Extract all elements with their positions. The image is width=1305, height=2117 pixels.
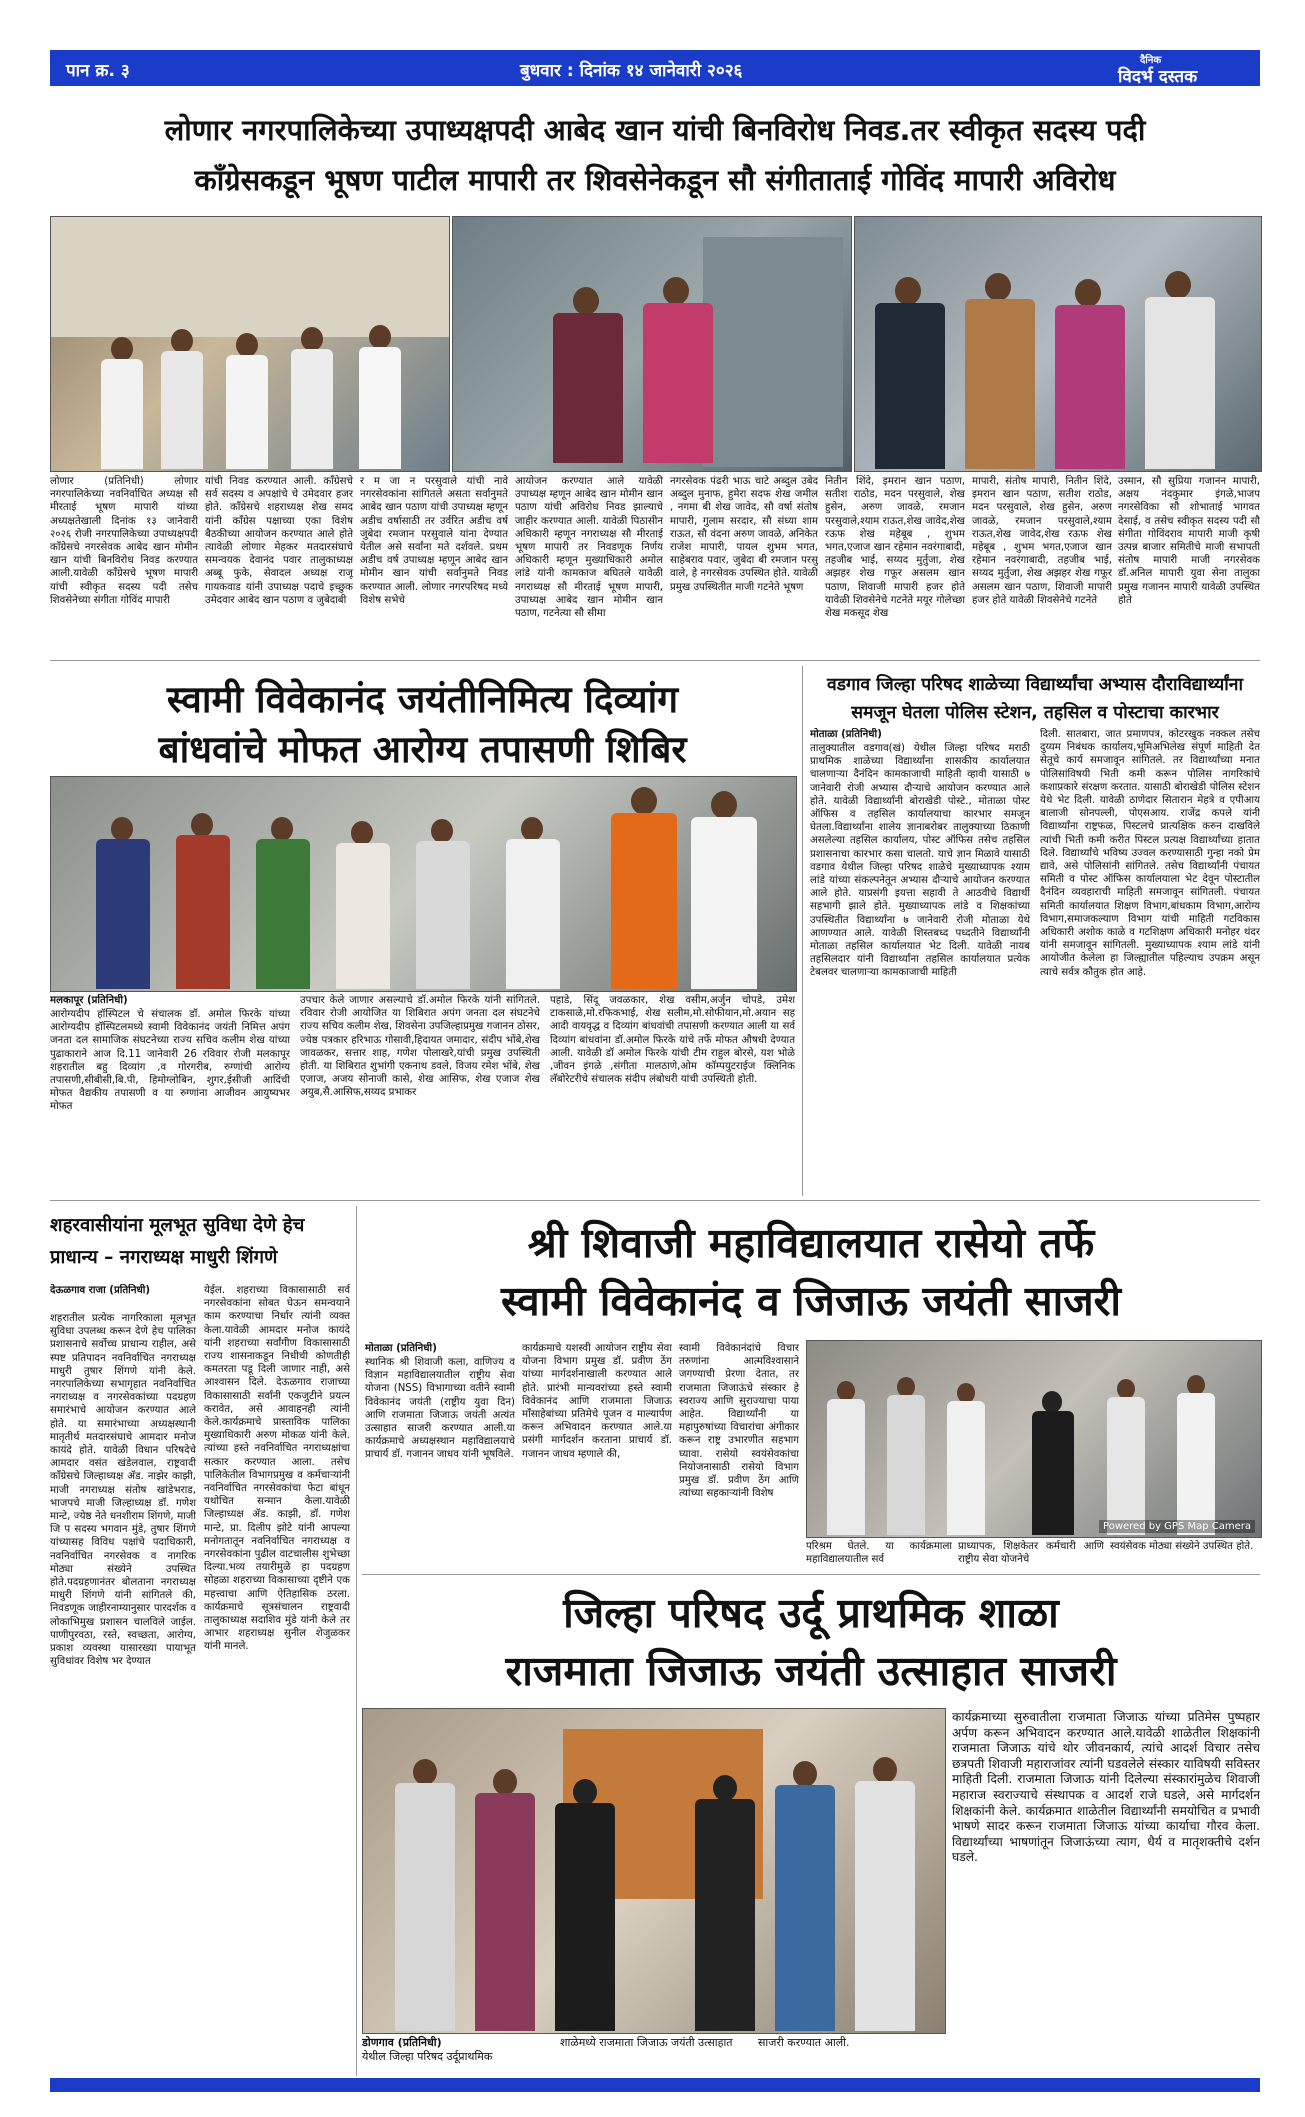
story5-headline-line1: श्री शिवाजी महाविद्यालयात रासेयो तर्फे <box>527 1219 1095 1267</box>
story1-column-6: नितीन शिंदे, इमरान खान पठाण, सतीश राठोड, मदन परसुवाले, शेख हुसेन, अरुण जावळे, रमजान परसुवाले,श्याम राऊत,शेख जावेद,शेख रऊफ शेख महेबूब , शुभम भगत,एजाज खान रहेमान नवरंगाबादी, तहजीब भाई, सय्यद मुर्तुजा, शेख अझहर शेख गफूर असलम खान पठाण, शिवाजी मापारी हजर होते यावेळी शिवसेनेचे गटनेते मयूर गोलेच्छा शेख मकसूद शेख <box>825 476 965 620</box>
story5-headline-line2: स्वामी विवेकानंद व जिजाऊ जयंती साजरी <box>500 1277 1122 1325</box>
story1-photo-officials <box>854 216 1262 472</box>
story5-column-3: स्वामी विवेकानंदांचे विचार तरुणांना आत्मविश्वासाने जगण्याची प्रेरणा देतात, तर राजमाता जिजाऊंचे संस्कार हे स्वराज्य आणि सुराज्याचा पाया आहेत. विद्यार्थ्यांनी या महापुरुषांच्या विचारांचा अंगीकार करून राष्ट्र उभारणीत सहभाग घ्यावा. रासेयो स्वयंसेवकांचा नियोजनासाठी रासेयो विभाग प्रमुख डॉ. प्रवीण ठेंग आणि त्यांच्या सहकाऱ्यांनी विशेष <box>679 1343 799 1500</box>
story6-headline-line2: राजमाता जिजाऊ जयंती उत्साहात साजरी <box>505 1647 1117 1695</box>
story6-headline-line1: जिल्हा परिषद उर्दू प्राथमिक शाळा <box>563 1589 1059 1637</box>
story1-column-7: मापारी, संतोष मापारी, नितीन शिंदे, इमरान खान पठाण, सतीश राठोड, मदन परसुवाले, शेख हुसेन, अरुण जावळे, रमजान परसुवाले,श्याम राऊत,शेख जावेद,शेख रऊफ शेख महेबूब , शुभम भगत,एजाज खान रहेमान नवरंगाबादी, तहजीब भाई, सय्यद मुर्तुजा, शेख अझहर शेख गफूर असलम खान पठाण, शिवाजी मापारी हजर होते यावेळी शिवसेनेचे गटनेते <box>972 476 1112 606</box>
story1-photo-group <box>50 216 450 472</box>
story6-bottom-2: शाळेमध्ये राजमाता जिजाऊ जयंती उत्साहात <box>560 2036 733 2049</box>
story5-strip-2: प्राध्यापक, शिक्षकेतर कर्मचारी आणि राष्ट्रीय सेवा योजनेचे <box>958 1541 1104 1566</box>
footer-band <box>50 2078 1260 2092</box>
story5-column-1: स्थानिक श्री शिवाजी कला, वाणिज्य व विज्ञान महाविद्यालयातील राष्ट्रीय सेवा योजना (NSS) विभागाच्या वतीने स्वामी विवेकानंद जयंती (राष्ट्रीय युवा दिन) आणि राजमाता जिजाऊ जयंती अत्यंत उत्साहात साजरी करण्यात आली.या कार्यक्रमाचे अध्यक्षस्थान महाविद्यालयाचे प्राचार्य डॉ. गजानन जाधव यांनी भूषविले. <box>365 1357 515 1461</box>
masthead-small: दैनिक <box>1140 55 1162 66</box>
story1-photo-felicitation <box>452 216 852 472</box>
story3-dateline: मोताळा (प्रतिनिधी) <box>810 729 882 740</box>
story2-photo-camp <box>50 776 797 992</box>
story1-column-1: लोणार (प्रतिनिधी) लोणार नगरपालिकेच्या नवनिर्वाचित अध्यक्ष सौ मीरताई भूषण मापारी यांच्या अध्यक्षतेखाली दिनांक १३ जानेवारी २०२६ रोजी नगरपालिकेच्या उपाध्यक्षपदी काँग्रेसचे नगरसेवक आबेद खान मोमीन खान यांची बिनविरोध निवड करण्यात आली.यावेळी काँग्रेसचे भूषण मापारी यांची स्वीकृत सदस्य पदी तसेच शिवसेनेच्या संगीता गोविंद मापारी <box>50 476 198 606</box>
photo-watermark: Powered by GPS Map Camera <box>1099 1520 1255 1533</box>
divider <box>50 660 1260 661</box>
story3-headline-line2: समजून घेतला पोलिस स्टेशन, तहसिल व पोस्टाचा कारभार <box>851 703 1219 723</box>
story1-column-5: नगरसेवक पंढरी भाऊ चाटे अब्दुल उबेद अब्दुल मुनाफ, हुमेरा सदफ शेख जमील , नगमा बी शेख जावेद, सौ वर्षा संतोष मापारी, गुलाम सरदार, सौ संध्या शाम राऊत, सौ वंदना अरुण जावळे, अनिकेत राजेश मापारी, पायल शुभम भगत, साहेबराव पवार, जुबेदा बी रमजान परसु वाले, हे नगरसेवक उपस्थित होते. यावेळी प्रमुख उपस्थितीत माजी गटनेते भूषण <box>670 476 818 593</box>
story2-column-2: उपचार केले जाणार असल्याचे डॉ.अमोल फिरके यांनी सांगितले. रविवार रोजी आयोजित या शिबिरात अपंग जनता दल संघटनेचे राज्य सचिव कलीम शेख, शिवसेना उपजिल्हाप्रमुख गजानन ठोसर, ज्येष्ठ पत्रकार हरिभाऊ गोसावी,हिदायत जमादार, संदीप भोंबे,शेख जावळकर, सत्तार शाह, गणेश पोलाखरे,यांची प्रमुख उपस्थिती होती. या शिबिरात शुभांगी एकनाथ डवले, विजय रमेश भोंबे, शेख एजाज, अजय सोनाजी कासे, शेख आसिफ, शेख एजाज शेख अयुब,सै.आसिफ,सय्यद प्रभाकर <box>300 995 540 1099</box>
story3-column-1: तालुक्यातील वडगाव(खं) येथील जिल्हा परिषद मराठी प्राथमिक शाळेच्या विद्यार्थ्यांना शासकीय कार्यालयात चालणाऱ्या दैनंदिन कामकाजाची माहिती व्हावी यासाठी ७ जानेवारी रोजी अभ्यास दौऱ्याचे आयोजन करण्यात आले होते. यावेळी विद्यार्थ्यांनी बोराखेडी पोस्टे., मोताळा पोस्ट ऑफिस व तहसिल कार्यालयाचा कारभार समजून घेतला.विद्यार्थ्यांना शालेय ज्ञानाबरोबर तालुक्याच्या ठिकाणी असलेल्या तहसिल कार्यालय, पोस्ट ऑफिस तसेच तहसिल प्रशासनाचा कारभार कसा चालतो. याचे ज्ञान मिळावे यासाठी वडगाव येथील जिल्हा परिषद शाळेचे मुख्याध्यापक श्याम लांडे यांच्या संकल्पनेतून अभ्यास दौऱ्याचे आयोजन करण्यात आले होते. याप्रसंगी इयत्ता सहावी ते आठवीचे विद्यार्थी सहभागी झाले होते. मुख्याध्यापक लांडे व शिक्षकांच्या उपस्थितीत विद्यार्थ्यांना ७ जानेवारी रोजी मोताळा येथे आणण्यात आले. यावेळी शिस्तबध्द पध्दतीने विद्यार्थ्यांनी मोताळा तहसिल कार्यालयात भेट दिली. यावेळी नायब तहसिलदार यांनी विद्यार्थ्यांना तहसिल कार्यालयात प्रत्येक टेबलवर चालणाऱ्या कामकाजाची माहिती <box>810 743 1030 979</box>
story1-column-4: आयोजन करण्यात आले यावेळी उपाध्यक्ष म्हणून आबेद खान मोमीन खान पठाण यांची अविरोध निवड झाल्याचे जाहीर करण्यात आली. यावेळी पिठासीन अधिकारी म्हणून नगराध्यक्ष सौ मीरताई भूषण मापारी तर निवडणूक निर्णय अधिकारी म्हणून मुख्याधिकारी अमोल लांडे यांनी कामकाज बघितले यावेळी नगराध्यक्ष सौ मीरताई भूषण मापारी, उपाध्यक्ष आबेद खान मोमीन खान पठाण, गटनेत्या सौ सीमा <box>515 476 663 620</box>
divider <box>50 1200 1260 1201</box>
story5-column-2: कार्यक्रमाचे यशस्वी आयोजन राष्ट्रीय सेवा योजना विभाग प्रमुख डॉ. प्रवीण ठेंग यांच्या मार्गदर्शनाखाली करण्यात आले होते. प्रारंभी मान्यवरांच्या हस्ते स्वामी विवेकानंद आणि राजमाता जिजाऊ माँसाहेबांच्या प्रतिमेचे पूजन व माल्यार्पण करून अभिवादन करण्यात आले.या प्रसंगी मार्गदर्शन करताना प्राचार्य डॉ. गजानन जाधव म्हणाले की, <box>522 1343 672 1460</box>
story5-dateline: मोताळा (प्रतिनिधी) <box>365 1343 437 1354</box>
story4-headline-line1: शहरवासीयांना मूलभूत सुविधा देणे हेच <box>50 1215 305 1236</box>
story1-headline-line2: काँग्रेसकडून भूषण पाटील मापारी तर शिवसेनेकडून सौ संगीताताई गोविंद मापारी अविरोध <box>194 163 1116 197</box>
story5-photo-nss <box>806 1340 1262 1538</box>
story6-dateline: डोणगाव (प्रतिनिधी) <box>362 2036 442 2049</box>
story5-strip-3: स्वयंसेवक मोठ्या संख्येने उपस्थित होते. <box>1110 1541 1254 1552</box>
divider <box>802 666 803 1196</box>
story1-column-2: यांची निवड करण्यात आली. काँग्रेसचे सर्व सदस्य व अपक्षांचे चे उमेदवार हजर होते. काँग्रेसचे शहराध्यक्ष शेख समद यांनी काँग्रेस पक्षाच्या एका विशेष बैठकीच्या आयोजन करण्यात आले होते त्यावेळी लोणार मेहकर मतदारसंघाचे समन्वयक देवानंद पवार तालुकाध्यक्ष अब्बू फुके, सेवादल अध्यक्ष राजू गायकवाड यांनी उपाध्यक्ष पदाचे इच्छुक उमेदवार आबेद खान पठाण व जुबेदाबी <box>205 476 353 606</box>
divider <box>362 1574 1260 1575</box>
story4-column-2: येईल. शहराच्या विकासासाठी सर्व नगरसेवकांना सोबत घेऊन समन्वयाने काम करण्याचा निर्धार त्यांनी व्यक्त केला.यावेळी आमदार मनोज कायंदे यांनी शहराच्या सर्वांगीण विकासासाठी राज्य शासनाकडून निधीची कोणतीही कमतरता पडू दिली जाणार नाही, असे आश्वासन दिले. देऊळगाव राजाच्या विकासासाठी सर्वांनी एकजुटीने प्रयत्न करावेत, असे आवाहनही त्यांनी केले.कार्यक्रमाचे प्रास्ताविक पालिका मुख्याधिकारी अरुण मोकळ यांनी केले. त्यांच्या हस्ते नवनिर्वाचित नगराध्यक्षांचा सत्कार करण्यात आला. तसेच पालिकेतील विभागप्रमुख व कर्मचाऱ्यांनी नवनिर्वाचित नगरसेवकांचा फेटा बांधून यथोचित सन्मान केला.यावेळी जिल्हाध्यक्ष ॲड. काझी, डॉ. गणेश मान्टे, प्रा. दिलीप झोटे यांनी आपल्या मनोगतातून नवनिर्वाचित नगराध्यक्ष व नगरसेवकांना पुढील वाटचालीस शुभेच्छा दिल्या.भव्य तयारीमुळे हा पदग्रहण सोहळा शहराच्या विकासाच्या दृष्टीने एक महत्त्वाचा आणि ऐतिहासिक ठरला. कार्यक्रमाचे सूत्रसंचालन राष्ट्रवादी तालुकाध्यक्ष सदाशिव मुंडे यांनी केले तर आभार शहराध्यक्ष सुनील शेजुळकर यांनी मानले. <box>204 1285 350 1653</box>
story6-bottom-1: येथील जिल्हा परिषद उर्दूप्राथमिक <box>362 2050 493 2063</box>
story6-right-column: कार्यक्रमाच्या सुरुवातीला राजमाता जिजाऊ यांच्या प्रतिमेस पुष्पहार अर्पण करून अभिवादन करण्यात आले.यावेळी शाळेतील शिक्षकांनी राजमाता जिजाऊ यांचे थोर जीवनकार्य, त्यांचे आदर्श विचार तसेच छत्रपती शिवाजी महाराजांवर त्यांनी घडवलेले संस्कार याविषयी सविस्तर माहिती दिली. राजमाता जिजाऊ यांनी दिलेल्या संस्कारांमुळेच शिवाजी महाराज स्वराज्याचे संस्थापक व आदर्श राजे घडले, असे मार्गदर्शन शिक्षकांनी केले. कार्यक्रमात शाळेतील विद्यार्थ्यांनी समयोचित व प्रभावी भाषणे सादर करून राजमाता जिजाऊ यांच्या कार्याचा गौरव केला. विद्यार्थ्यांच्या भाषणांतून जिजाऊंच्या त्याग, धैर्य व मातृशक्तीचे दर्शन घडले. <box>952 1710 1260 1865</box>
page-number: पान क्र. ३ <box>66 61 130 81</box>
story6-bottom-3: साजरी करण्यात आली. <box>758 2036 850 2049</box>
story2-dateline: मलकापूर (प्रतिनिधी) <box>50 995 128 1006</box>
page-header-band <box>50 50 1260 86</box>
story1-column-8: उस्मान, सौ सुप्रिया गजानन मापारी, अक्षय नंदकुमार इंगळे,भाजप नगरसेविका सौ शोभाताई भागवत देसाई, व तसेच स्वीकृत सदस्य पदी सौ संगीता गोविंदराव मापारी माजी कृषी उत्पन्न बाजार समितीचे माजी सभापती संतोष मापारी माजी नगरसेवक डॉ.अनिल मापारी युवा सेना तालुका प्रमुख गजानन मापारी यावेळी उपस्थित होते <box>1118 476 1260 606</box>
masthead-name: विदर्भ दस्तक <box>1118 67 1198 87</box>
story2-column-3: पहाडे, सिंदू जवळकार, शेख वसीम,अर्जुन चोपडे, उमेश टाकसाळे,मो.रफिकभाई, शेख सलीम,मो.सोफीयान,मो.अयान सह आदी वायवृद्ध व दिव्यांग बांधवांची तपासणी करण्यात आली या सर्व दिव्यांग बांधवांना डॉ.अमोल फिरके यांचे तर्फे मोफत औषधी देण्यात आली. यावेळी डॉ अमोल फिरके यांची टीम राहुल बोरसे, यश भोळे ,जीवन इंगळे ,संगीता मालठाणे,ओम कॉम्पयुटराईज क्लिनिक लॅबोरेटरीचे संचालक संदीप लंबोधरी यांची उपस्थिती होती. <box>550 995 795 1086</box>
story2-column-1: आरोग्यदीप हॉस्पिटल चे संचालक डॉ. अमोल फिरके यांच्या आरोग्यदीप हॉस्पिटलमध्ये स्वामी विवेकानंद जयंती निमित्त अपंग जनता दल सामाजिक संघटनेच्या राज्य सचिव कलीम शेख यांच्या पुढाकाराने आज दि.11 जानेवारी 26 रविवार रोजी मलकापूर शहरातील बहु दिव्यांग ,व गोरगरीब, रुग्णांची आरोग्य तपासणी,सीबीसी,बि.पी, हिमोग्लोबिन, शुगर,ईसीजी आदिंची मोफत वैद्यकीय तपासणी व या रुग्णांना आजीवन आयुष्यभर मोफत <box>50 1009 290 1113</box>
story1-column-3: र म जा न परसुवाले यांची नावे नगरसेवकांना सांगितले असता सर्वानुमते आबेद खान पठाण यांची उपाध्यक्ष म्हणून अडीच वर्षासाठी तर उर्वरित अडीच वर्ष जुबेदा रमजान परसुवाले यांना देण्यात येतील असे सर्वांना मते दर्शवले. प्रथम अडीच वर्ष उपाध्यक्ष म्हणून आबेद खान मोमीन खान यांची सर्वानुमते निवड करण्यात आली. लोणार नगरपरिषद मध्ये विशेष सभेचे <box>360 476 508 606</box>
issue-date: बुधवार : दिनांक १४ जानेवारी २०२६ <box>520 61 743 81</box>
story4-dateline: देऊळगाव राजा (प्रतिनिधी) <box>50 1285 151 1296</box>
story3-headline-line1: वडगाव जिल्हा परिषद शाळेच्या विद्यार्थ्यांचा अभ्यास दौराविद्यार्थ्यांना <box>826 675 1244 695</box>
story4-column-1: शहरातील प्रत्येक नागरिकाला मूलभूत सुविधा उपलब्ध करून देणे हेच पालिका प्रशासनाचे सर्वोच्च प्राधान्य राहील, असे स्पष्ट प्रतिपादन नवनिर्वाचित नगराध्यक्ष माधुरी तुषार शिंगणे यांनी केले. नगरपालिकेच्या सभागृहात नवनिर्वाचित नगराध्यक्ष व नगरसेवकांच्या पदग्रहण समारंभाचे आयोजन करण्यात आले होते. या समारंभाच्या अध्यक्षस्थानी मातृतीर्थ मतदारसंघाचे आमदार मनोज कायंदे होते. यावेळी विधान परिषदेचे आमदार वसंत खंडेलवाल, राष्ट्रवादी काँग्रेसचे जिल्हाध्यक्ष ॲड. नाझेर काझी, माजी नगराध्यक्ष संतोष खांडेभराड, भाजपचे माजी जिल्हाध्यक्ष डॉ. गणेश मान्टे, ज्येष्ठ नेते धनशीराम शिंगणे, माजी जि प सदस्य भगवान मुंडे, तुषार शिंगणे यांच्यासह विविध पक्षांचे पदाधिकारी, नवनिर्वाचित नगरसेवक व नागरिक मोठ्या संख्येने उपस्थित होते.पदग्रहणानंतर बोलताना नगराध्यक्ष माधुरी शिंगणे यांनी सांगितले की, निवडणूक जाहीरनाम्यानुसार पारदर्शक व लोकाभिमुख प्रशासन चालविले जाईल. पाणीपुरवठा, रस्ते, स्वच्छता, आरोग्य, प्रकाश व्यवस्था यासारख्या पायाभूत सुविधांवर विशेष भर देण्यात <box>50 1313 196 1668</box>
story2-headline-line1: स्वामी विवेकानंद जयंतीनिमित्य दिव्यांग <box>166 678 679 721</box>
story5-strip-1: परिश्रम घेतले. या कार्यक्रमाला महाविद्यालयातील सर्व <box>806 1541 952 1566</box>
story2-headline-line2: बांधवांचे मोफत आरोग्य तपासणी शिबिर <box>158 728 687 771</box>
divider <box>356 1206 357 2076</box>
story1-headline-line1: लोणार नगरपालिकेच्या उपाध्यक्षपदी आबेद खान यांची बिनविरोध निवड.तर स्वीकृत सदस्य पदी <box>164 113 1146 147</box>
story6-photo-school <box>362 1708 946 2034</box>
story4-headline-line2: प्राधान्य – नगराध्यक्ष माधुरी शिंगणे <box>50 1247 278 1268</box>
story3-column-2: दिली. सातबारा, जात प्रमाणपत्र, कोटरखुक नक्कल तसेच दुय्यम निबंधक कार्यालय,भूमिअभिलेख संपूर्ण माहिती देत सेतूचे कार्य समजावून सांगितले. तर विद्यार्थ्यांच्या मनात पोलिसांविषयी भिती कमी करून पोलिस नागरिकांचे कशाप्रकारे संरक्षण करतात. यासाठी बोराखेडी पोलिस स्टेशन येथे भेट दिली. यावेळी ठाणेदार सितारान मेहत्रे व एपीआय बालाजी सोनपल्ली, पोएसआय. राजेंद्र कपले यांनी विद्यार्थ्यांना राष्ट्रफळ, पिस्टलचे प्रात्यक्षिक करुन दाखविले त्यांची भिती कमी करीत पिस्टल प्रत्यक्ष विद्यार्थ्यांच्या हातात दिले. विद्यार्थ्यांचे भविष्य उज्वल करण्यासाठी गुन्हा नको प्रेम द्यावे, असे पोलिसांनी सांगितले. तसेच विद्यार्थ्यांनी पंचायत समिती व पोस्ट ऑफिस कार्यालयाला भेट देवून पोस्टातील दैनंदिन व्यवहाराची माहिती समजावून सांगितली. पंचायत समिती कार्यालयात शिक्षण विभाग,बांधकाम विभाग,आरोग्य विभाग,समाजकल्याण विभाग यांची माहिती गटविकास अधिकारी अशोक काळे व गटशिक्षण अधिकारी मनोहर थंदर यांनी समजावून सांगितली. मुख्याध्यापक श्याम लांडे यांनी आयोजीत केलेला हा जिल्ह्यातील पहिल्याच उपक्रम असून त्याचे सर्वत्र कौतुक होत आहे. <box>1040 729 1260 978</box>
